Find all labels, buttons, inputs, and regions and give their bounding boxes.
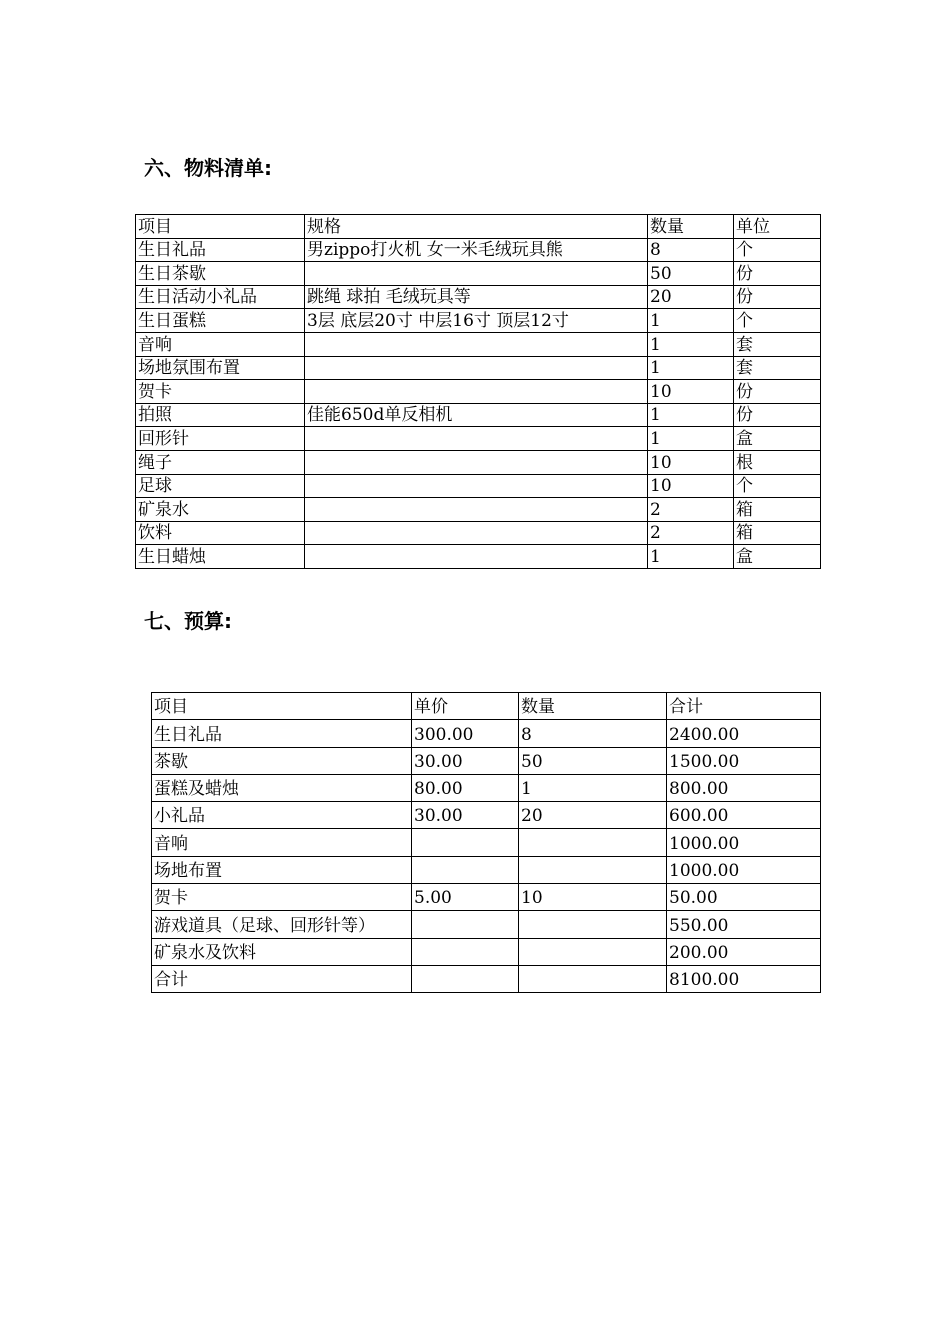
quantity-cell — [519, 911, 667, 938]
quantity-cell: 1 — [519, 774, 667, 801]
unit-cell: 个 — [734, 238, 821, 262]
unit-price-cell: 30.00 — [412, 802, 519, 829]
total-cell: 50.00 — [667, 884, 821, 911]
total-cell: 2400.00 — [667, 720, 821, 747]
unit-cell: 单位 — [734, 215, 821, 239]
item-cell: 足球 — [136, 474, 305, 498]
total-cell: 600.00 — [667, 802, 821, 829]
table-row — [152, 747, 821, 774]
quantity-cell — [519, 856, 667, 883]
quantity-cell — [519, 965, 667, 992]
unit-cell: 个 — [734, 309, 821, 333]
spec-cell — [305, 474, 648, 498]
unit-price-cell — [412, 938, 519, 965]
quantity-cell: 50 — [519, 747, 667, 774]
materials-table — [135, 214, 821, 569]
table-row — [136, 238, 821, 262]
table-row — [136, 380, 821, 404]
total-cell: 1000.00 — [667, 829, 821, 856]
quantity-cell: 1 — [648, 332, 734, 356]
table-row — [136, 309, 821, 333]
unit-cell: 箱 — [734, 498, 821, 522]
total-cell: 1000.00 — [667, 856, 821, 883]
table-row — [136, 285, 821, 309]
table-row — [136, 521, 821, 545]
spec-cell — [305, 450, 648, 474]
unit-price-cell: 30.00 — [412, 747, 519, 774]
unit-cell: 份 — [734, 262, 821, 286]
unit-cell: 个 — [734, 474, 821, 498]
unit-cell: 根 — [734, 450, 821, 474]
quantity-cell: 1 — [648, 545, 734, 569]
unit-price-cell — [412, 911, 519, 938]
table-row — [152, 911, 821, 938]
table-row — [136, 474, 821, 498]
unit-price-cell — [412, 829, 519, 856]
quantity-cell: 1 — [648, 309, 734, 333]
quantity-cell: 2 — [648, 498, 734, 522]
item-cell: 生日蜡烛 — [136, 545, 305, 569]
table-row — [136, 403, 821, 427]
quantity-cell: 1 — [648, 427, 734, 451]
item-cell: 场地氛围布置 — [136, 356, 305, 380]
spec-cell: 规格 — [305, 215, 648, 239]
unit-cell: 套 — [734, 332, 821, 356]
unit-cell: 份 — [734, 285, 821, 309]
table-row — [152, 802, 821, 829]
table-row — [152, 856, 821, 883]
quantity-cell: 10 — [648, 380, 734, 404]
budget-section-title: 七、预算: — [144, 609, 232, 633]
item-cell: 生日蛋糕 — [136, 309, 305, 333]
quantity-cell — [519, 938, 667, 965]
item-cell: 蛋糕及蜡烛 — [152, 774, 412, 801]
item-cell: 生日活动小礼品 — [136, 285, 305, 309]
quantity-cell: 数量 — [519, 693, 667, 720]
item-cell: 小礼品 — [152, 802, 412, 829]
item-cell: 合计 — [152, 965, 412, 992]
item-cell: 矿泉水及饮料 — [152, 938, 412, 965]
table-row — [152, 774, 821, 801]
spec-cell — [305, 498, 648, 522]
unit-cell: 盒 — [734, 427, 821, 451]
quantity-cell: 20 — [648, 285, 734, 309]
unit-price-cell: 单价 — [412, 693, 519, 720]
quantity-cell: 10 — [519, 884, 667, 911]
spec-cell: 跳绳 球拍 毛绒玩具等 — [305, 285, 648, 309]
item-cell: 贺卡 — [152, 884, 412, 911]
unit-price-cell — [412, 965, 519, 992]
spec-cell: 男zippo打火机 女一米毛绒玩具熊 — [305, 238, 648, 262]
quantity-cell: 2 — [648, 521, 734, 545]
item-cell: 绳子 — [136, 450, 305, 474]
spec-cell — [305, 332, 648, 356]
item-cell: 拍照 — [136, 403, 305, 427]
unit-cell: 套 — [734, 356, 821, 380]
item-cell: 茶歇 — [152, 747, 412, 774]
item-cell: 音响 — [136, 332, 305, 356]
total-cell: 550.00 — [667, 911, 821, 938]
unit-price-cell: 80.00 — [412, 774, 519, 801]
table-row — [136, 427, 821, 451]
spec-cell — [305, 356, 648, 380]
unit-cell: 份 — [734, 403, 821, 427]
budget-table — [151, 692, 821, 993]
unit-cell: 份 — [734, 380, 821, 404]
total-cell: 200.00 — [667, 938, 821, 965]
unit-cell: 箱 — [734, 521, 821, 545]
table-row — [152, 965, 821, 992]
table-row — [136, 332, 821, 356]
unit-cell: 盒 — [734, 545, 821, 569]
total-cell: 合计 — [667, 693, 821, 720]
spec-cell — [305, 545, 648, 569]
quantity-cell: 10 — [648, 450, 734, 474]
total-cell: 800.00 — [667, 774, 821, 801]
table-row — [136, 498, 821, 522]
item-cell: 游戏道具（足球、回形针等） — [152, 911, 412, 938]
table-row — [152, 884, 821, 911]
item-cell: 生日礼品 — [152, 720, 412, 747]
total-cell: 8100.00 — [667, 965, 821, 992]
spec-cell: 佳能650d单反相机 — [305, 403, 648, 427]
item-cell: 音响 — [152, 829, 412, 856]
quantity-cell: 10 — [648, 474, 734, 498]
table-header-row — [152, 693, 821, 720]
unit-price-cell: 5.00 — [412, 884, 519, 911]
item-cell: 饮料 — [136, 521, 305, 545]
item-cell: 生日礼品 — [136, 238, 305, 262]
spec-cell — [305, 262, 648, 286]
spec-cell — [305, 521, 648, 545]
unit-price-cell — [412, 856, 519, 883]
quantity-cell: 8 — [519, 720, 667, 747]
table-row — [136, 262, 821, 286]
quantity-cell: 8 — [648, 238, 734, 262]
quantity-cell: 1 — [648, 356, 734, 380]
table-row — [152, 720, 821, 747]
table-row — [136, 450, 821, 474]
spec-cell — [305, 380, 648, 404]
quantity-cell: 数量 — [648, 215, 734, 239]
spec-cell — [305, 427, 648, 451]
quantity-cell: 1 — [648, 403, 734, 427]
spec-cell: 3层 底层20寸 中层16寸 顶层12寸 — [305, 309, 648, 333]
table-header-row — [136, 215, 821, 239]
item-cell: 矿泉水 — [136, 498, 305, 522]
table-row — [136, 356, 821, 380]
item-cell: 生日茶歇 — [136, 262, 305, 286]
table-row — [152, 829, 821, 856]
item-cell: 回形针 — [136, 427, 305, 451]
unit-price-cell: 300.00 — [412, 720, 519, 747]
table-row — [152, 938, 821, 965]
item-cell: 贺卡 — [136, 380, 305, 404]
item-cell: 项目 — [136, 215, 305, 239]
quantity-cell: 50 — [648, 262, 734, 286]
materials-section-title: 六、物料清单: — [144, 156, 272, 180]
quantity-cell — [519, 829, 667, 856]
item-cell: 项目 — [152, 693, 412, 720]
item-cell: 场地布置 — [152, 856, 412, 883]
table-row — [136, 545, 821, 569]
total-cell: 1500.00 — [667, 747, 821, 774]
quantity-cell: 20 — [519, 802, 667, 829]
